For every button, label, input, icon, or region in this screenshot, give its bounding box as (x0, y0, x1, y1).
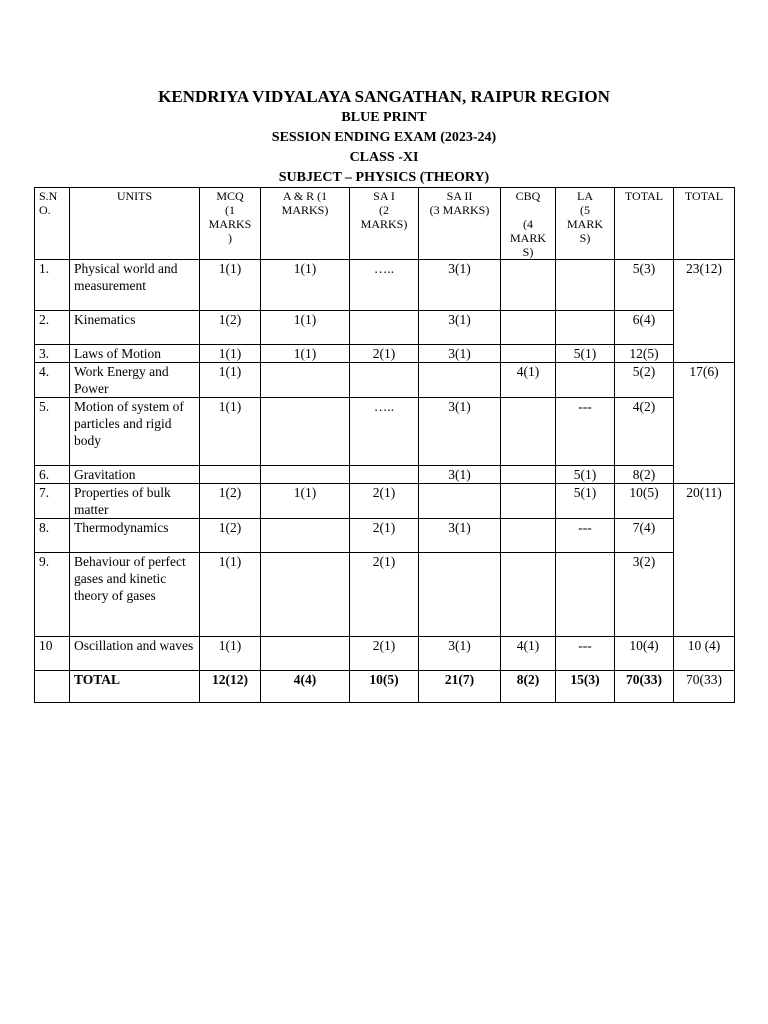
row-sno: 8. (35, 519, 70, 553)
row-ar (261, 637, 350, 671)
row-la: 5(1) (556, 484, 615, 519)
total-label: TOTAL (70, 671, 200, 703)
row-sa2: 3(1) (419, 637, 501, 671)
row-sa2 (419, 363, 501, 398)
row-mcq: 1(1) (200, 637, 261, 671)
class-title: CLASS -XI (349, 150, 419, 165)
row-total: 5(3) (615, 260, 674, 311)
col-header-sa2: SA II (3 MARKS) (419, 188, 501, 260)
row-sno: 5. (35, 398, 70, 466)
row-la (556, 260, 615, 311)
col-header-cbq: CBQ (4 MARK S) (501, 188, 556, 260)
row-sno: 2. (35, 311, 70, 345)
row-sa1 (350, 466, 419, 484)
row-sno: 3. (35, 345, 70, 363)
row-unit: Thermodynamics (70, 519, 200, 553)
row-total: 5(2) (615, 363, 674, 398)
row-mcq: 1(2) (200, 519, 261, 553)
row-sa1: 2(1) (350, 553, 419, 637)
row-unit: Properties of bulk matter (70, 484, 200, 519)
row-cbq (501, 484, 556, 519)
row-cbq (501, 553, 556, 637)
table-row (35, 519, 735, 553)
row-ar: 1(1) (261, 311, 350, 345)
row-ar (261, 553, 350, 637)
row-mcq: 1(1) (200, 260, 261, 311)
col-header-ar: A & R (1 MARKS) (261, 188, 350, 260)
row-sno: 4. (35, 363, 70, 398)
row-la (556, 311, 615, 345)
row-cbq (501, 345, 556, 363)
grand-total: 70(33) (674, 671, 735, 703)
col-header-units: UNITS (70, 188, 200, 260)
row-cbq (501, 398, 556, 466)
total-sa1: 10(5) (350, 671, 419, 703)
row-unit: Kinematics (70, 311, 200, 345)
row-la: --- (556, 519, 615, 553)
table-row (35, 484, 735, 519)
document-type: BLUE PRINT (341, 110, 427, 125)
row-cbq (501, 466, 556, 484)
row-cbq (501, 519, 556, 553)
col-header-la: LA (5 MARK S) (556, 188, 615, 260)
row-unit: Laws of Motion (70, 345, 200, 363)
row-total: 8(2) (615, 466, 674, 484)
col-header-total-group: TOTAL (674, 188, 735, 260)
row-sa1 (350, 311, 419, 345)
row-unit: Behaviour of perfect gases and kinetic theory of gases (70, 553, 200, 637)
row-ar: 1(1) (261, 484, 350, 519)
total-row-sno (35, 671, 70, 703)
row-la: 5(1) (556, 345, 615, 363)
group-total: 20(11) (674, 484, 735, 637)
row-total: 10(5) (615, 484, 674, 519)
row-sa1: ….. (350, 398, 419, 466)
total-marks: 70(33) (615, 671, 674, 703)
col-header-total: TOTAL (615, 188, 674, 260)
total-la: 15(3) (556, 671, 615, 703)
row-sno: 9. (35, 553, 70, 637)
group-total: 10 (4) (674, 637, 735, 671)
row-la (556, 363, 615, 398)
row-unit: Motion of system of particles and rigid body (70, 398, 200, 466)
row-sa1: 2(1) (350, 637, 419, 671)
col-header-sno: S.N O. (35, 188, 70, 260)
row-mcq: 1(1) (200, 345, 261, 363)
row-sa2: 3(1) (419, 398, 501, 466)
subject-title: SUBJECT – PHYSICS (THEORY) (278, 170, 490, 185)
row-cbq (501, 311, 556, 345)
row-sa2: 3(1) (419, 311, 501, 345)
row-unit: Oscillation and waves (70, 637, 200, 671)
row-total: 6(4) (615, 311, 674, 345)
row-mcq (200, 466, 261, 484)
row-cbq (501, 260, 556, 311)
table-row (35, 466, 735, 484)
row-la: --- (556, 637, 615, 671)
row-total: 10(4) (615, 637, 674, 671)
row-sa1: 2(1) (350, 345, 419, 363)
row-mcq: 1(1) (200, 363, 261, 398)
row-total: 3(2) (615, 553, 674, 637)
row-ar (261, 466, 350, 484)
row-sno: 1. (35, 260, 70, 311)
header-row (35, 188, 735, 260)
table-row (35, 398, 735, 466)
table-row (35, 363, 735, 398)
row-unit: Physical world and measurement (70, 260, 200, 311)
table-row (35, 637, 735, 671)
row-mcq: 1(2) (200, 484, 261, 519)
row-total: 4(2) (615, 398, 674, 466)
row-total: 7(4) (615, 519, 674, 553)
total-cbq: 8(2) (501, 671, 556, 703)
organization-title: KENDRIYA VIDYALAYA SANGATHAN, RAIPUR REGION (158, 87, 610, 106)
row-sa2 (419, 553, 501, 637)
row-sa1 (350, 363, 419, 398)
row-sa1: 2(1) (350, 484, 419, 519)
row-sa2: 3(1) (419, 466, 501, 484)
row-unit: Gravitation (70, 466, 200, 484)
row-total: 12(5) (615, 345, 674, 363)
total-ar: 4(4) (261, 671, 350, 703)
blueprint-table (34, 187, 735, 703)
document-header (0, 86, 768, 188)
row-sa2: 3(1) (419, 260, 501, 311)
group-total: 17(6) (674, 363, 735, 484)
exam-title: SESSION ENDING EXAM (2023-24) (271, 130, 497, 145)
row-sa2: 3(1) (419, 519, 501, 553)
total-sa2: 21(7) (419, 671, 501, 703)
table-row (35, 260, 735, 311)
row-la (556, 553, 615, 637)
table-row (35, 553, 735, 637)
row-ar: 1(1) (261, 345, 350, 363)
row-sa1: ….. (350, 260, 419, 311)
row-la: 5(1) (556, 466, 615, 484)
row-ar (261, 398, 350, 466)
total-mcq: 12(12) (200, 671, 261, 703)
row-ar (261, 363, 350, 398)
col-header-mcq: MCQ (1 MARKS ) (200, 188, 261, 260)
row-sno: 7. (35, 484, 70, 519)
row-mcq: 1(1) (200, 398, 261, 466)
row-cbq: 4(1) (501, 363, 556, 398)
row-mcq: 1(1) (200, 553, 261, 637)
table-row (35, 345, 735, 363)
row-la: --- (556, 398, 615, 466)
row-ar: 1(1) (261, 260, 350, 311)
table-row (35, 311, 735, 345)
row-sa2 (419, 484, 501, 519)
row-sa1: 2(1) (350, 519, 419, 553)
row-unit: Work Energy and Power (70, 363, 200, 398)
group-total: 23(12) (674, 260, 735, 363)
row-sa2: 3(1) (419, 345, 501, 363)
row-sno: 6. (35, 466, 70, 484)
row-ar (261, 519, 350, 553)
row-cbq: 4(1) (501, 637, 556, 671)
total-row (35, 671, 735, 703)
col-header-sa1: SA I (2 MARKS) (350, 188, 419, 260)
row-sno: 10 (35, 637, 70, 671)
row-mcq: 1(2) (200, 311, 261, 345)
